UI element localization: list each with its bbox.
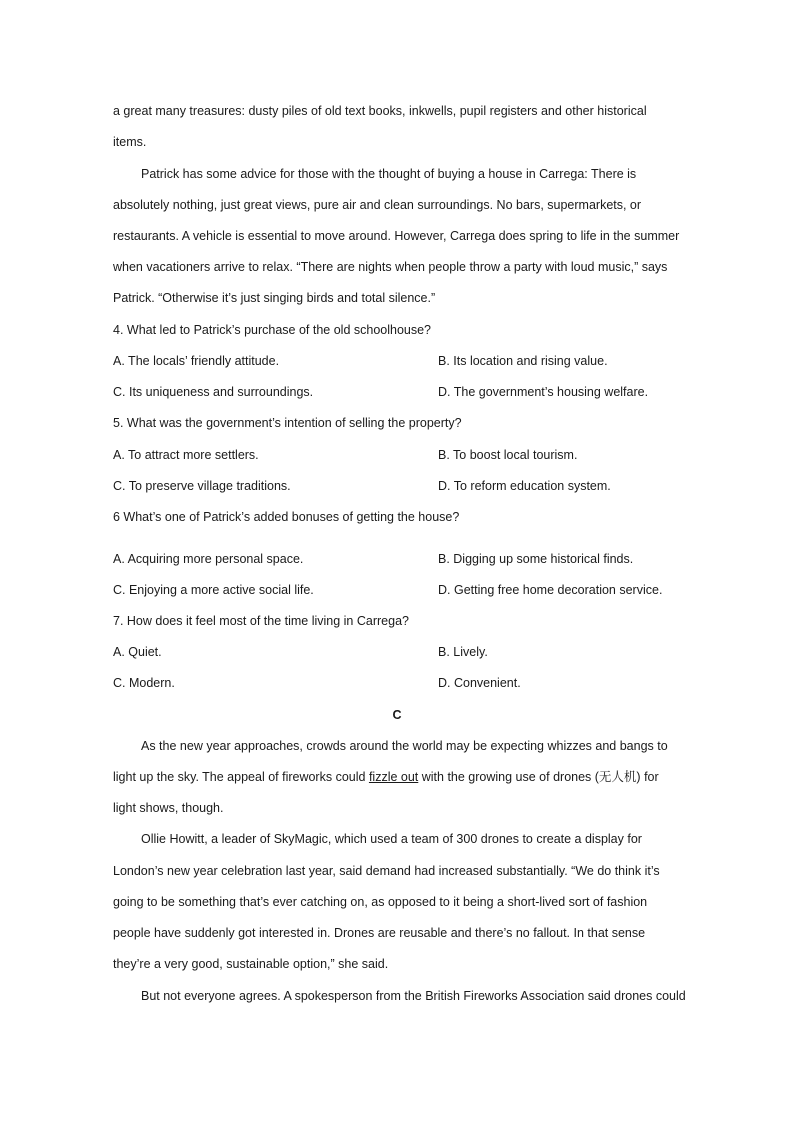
passage-c-text-line: people have suddenly got interested in. Drones are reusable and there’s no fallout. In that sense — [113, 926, 646, 940]
question-stem: 7. How does it feel most of the time living in Carrega? — [113, 614, 409, 628]
option-b: B. Lively. — [438, 645, 488, 659]
passage-c-text-line — [113, 769, 703, 785]
option-c: C. Enjoying a more active social life. — [113, 583, 314, 597]
option-c: C. Modern. — [113, 676, 175, 690]
passage-b-text-line: when vacationers arrive to relax. “There are nights when people throw a party with loud music,” says — [113, 260, 668, 274]
underlined-phrase: fizzle out — [368, 770, 419, 784]
passage-c-text-line: London’s new year celebration last year, said demand had increased substantially. “We do think it’s — [113, 864, 660, 878]
option-b: B. Its location and rising value. — [438, 354, 608, 368]
passage-b-text-line: absolutely nothing, just great views, pure air and clean surroundings. No bars, supermarkets, or — [113, 198, 642, 212]
passage-c-text-line: going to be something that’s ever catching on, as opposed to it being a short-lived sort of fashion — [113, 895, 648, 909]
passage-c-text: with the growing use of drones (无人机) for — [418, 770, 659, 784]
option-c: C. To preserve village traditions. — [113, 479, 291, 493]
question-stem: 6 What’s one of Patrick’s added bonuses of getting the house? — [113, 510, 460, 524]
option-a: A. Quiet. — [113, 645, 162, 659]
passage-b-text-line: a great many treasures: dusty piles of old text books, inkwells, pupil registers and other historical — [113, 104, 647, 118]
passage-b-text-line: restaurants. A vehicle is essential to move around. However, Carrega does spring to life in the summer — [113, 229, 680, 243]
section-heading: C — [392, 708, 402, 722]
passage-b-text-line: Patrick. “Otherwise it’s just singing birds and total silence.” — [113, 291, 436, 305]
passage-c-text: light up the sky. The appeal of fireworks could — [113, 770, 369, 784]
passage-c-text-line: they’re a very good, sustainable option,” she said. — [113, 957, 389, 971]
passage-c-text-line: As the new year approaches, crowds around the world may be expecting whizzes and bangs to — [141, 739, 668, 753]
option-d: D. The government’s housing welfare. — [438, 385, 649, 399]
question-stem: 5. What was the government’s intention of selling the property? — [113, 416, 462, 430]
option-b: B. To boost local tourism. — [438, 448, 578, 462]
passage-c-text-line: Ollie Howitt, a leader of SkyMagic, which used a team of 300 drones to create a display for — [141, 832, 642, 846]
passage-c-text-line: light shows, though. — [113, 801, 224, 815]
option-a: A. Acquiring more personal space. — [113, 552, 304, 566]
passage-c-text-line: But not everyone agrees. A spokesperson from the British Fireworks Association said drones could — [141, 989, 686, 1003]
option-a: A. To attract more settlers. — [113, 448, 259, 462]
option-d: D. Getting free home decoration service. — [438, 583, 663, 597]
passage-b-text-line: items. — [113, 135, 147, 149]
option-a: A. The locals’ friendly attitude. — [113, 354, 280, 368]
option-b: B. Digging up some historical finds. — [438, 552, 634, 566]
passage-b-text-line: Patrick has some advice for those with the thought of buying a house in Carrega: There is — [141, 167, 637, 181]
option-c: C. Its uniqueness and surroundings. — [113, 385, 314, 399]
question-stem: 4. What led to Patrick’s purchase of the old schoolhouse? — [113, 323, 432, 337]
option-d: D. Convenient. — [438, 676, 521, 690]
option-d: D. To reform education system. — [438, 479, 611, 493]
